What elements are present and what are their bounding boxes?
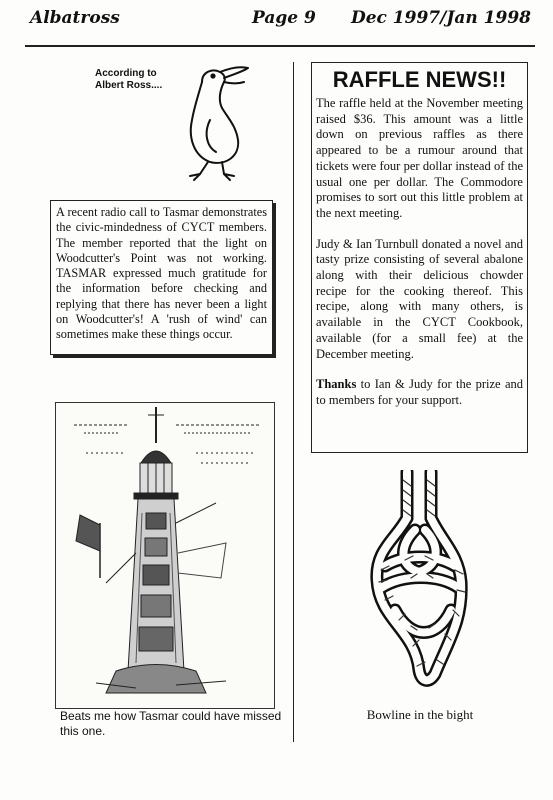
knot-caption: Bowline in the bight: [366, 707, 474, 722]
raffle-paragraph-1: The raffle held at the November meeting raised $36. This amount was a little down on previous raffles as there appeared to be a rumour around that tickets were four per dollar instead of the usual one per dollar. The Commodore promises to sort out this little problem at the next meeting.: [316, 96, 523, 220]
raffle-news-box: [311, 62, 528, 453]
raffle-thanks: Thanks to Ian & Judy for the prize and to members for your support.: [316, 377, 523, 407]
issue-date: Dec 1997/Jan 1998: [350, 8, 531, 28]
woodcutters-point-story: A recent radio call to Tasmar demonstrates the civic-mindedness of CYCT members. The member reported that the light on Woodcutter's Point was not working. TASMAR expressed much gratitude for the information before checking and replying that there has never been a light on Woodcutter's! A 'rush of wind' can sometimes make these things occur.: [50, 200, 273, 355]
lighthouse-caption: Beats me how Tasmar could have missed this one.: [60, 709, 282, 738]
column-divider: [293, 62, 294, 742]
page-number: Page 9: [252, 8, 316, 28]
lighthouse-illustration: [55, 402, 275, 709]
bowline-knot-illustration: [355, 470, 485, 700]
raffle-paragraph-2: Judy & Ian Turnbull donated a novel and tasty prize consisting of several abalone along with their delicious chowder recipe for the cooking thereof. This recipe, along with many others, is available in the CYCT Cookbook, available (for a small fee) at the December meeting.: [316, 236, 523, 361]
newsletter-name: Albatross: [30, 8, 120, 28]
page-header: [30, 8, 531, 30]
header-rule: [25, 45, 535, 47]
albatross-cartoon: [150, 62, 260, 182]
raffle-title: RAFFLE NEWS!!: [332, 67, 507, 92]
according-to-label: According to Albert Ross....: [95, 68, 163, 91]
